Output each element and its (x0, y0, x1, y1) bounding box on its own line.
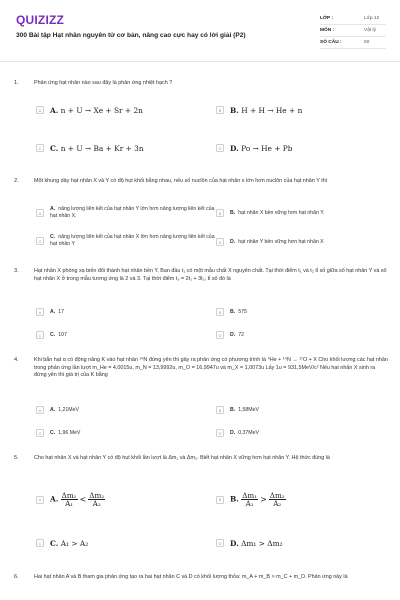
option-box: B (216, 106, 224, 114)
q4-option-a[interactable] (36, 406, 79, 414)
question-number: 1. (14, 80, 19, 86)
option-text: B. 1,58MeV (230, 406, 259, 413)
option-box: A (36, 406, 44, 414)
option-text: D. 72 (230, 331, 244, 338)
q2-option-b[interactable] (216, 209, 324, 217)
question-number: 4. (14, 357, 19, 363)
q3-option-b[interactable] (216, 308, 247, 316)
question-text: Một khung dây hạt nhân X và Y có độ hụt khối bằng nhau, nếu số nuclôn của hạt nhân x lớn hơn nuclôn của hạt nhân Y thì (34, 178, 328, 184)
option-formula: A. n + U → Xe + Sr + 2n (50, 105, 143, 115)
option-box: A (36, 106, 44, 114)
question-text: Khi bắn hạt α có động năng K vào hạt nhân ¹⁴N đứng yên thì gây ra phản ứng có phương trình là ⁴He + ¹⁴N → ¹⁷O + X Cho khối lượng các hạt nhân trong phản ứng lần lượt m_He = 4,0015u, m_N = 13,9992u, m_O = 16,9947u và m_X = 1,0073u Lấy 1u = 931,5MeV/c² Nếu hạt nhân X sinh ra đứng yên thì giá trị của K bằng (34, 357, 388, 379)
question-number: 3. (14, 268, 19, 274)
q2-option-c[interactable] (36, 234, 216, 248)
question-number: 5. (14, 455, 19, 461)
option-box: D (216, 144, 224, 152)
quizizz-logo[interactable] (16, 13, 64, 27)
question-text: Hai hạt nhân A và B tham gia phản ứng tạo ra hai hạt nhân C và D có khối lượng thỏa: m_A + m_B > m_C + m_D. Phản ứng này là (34, 574, 348, 580)
q4-option-d[interactable] (216, 429, 259, 437)
meta-row-question-count (320, 37, 386, 49)
meta-label: MÔN : (320, 28, 335, 33)
option-text: C. 1,96 MeV (50, 429, 81, 436)
option-formula: A. $\frac{\text{Δm₁}}{\text{A₁}}$ < $\frac{\text{Δm₂}}{\text{A₂}}$ (50, 491, 105, 508)
option-formula: D. Po → He + Pb (230, 143, 293, 153)
option-box: B (216, 406, 224, 414)
option-box: B (216, 209, 224, 217)
fraction-right: $\frac{\text{Δm₂}}{\text{A₂}}$ (269, 491, 285, 508)
option-box: C (36, 429, 44, 437)
option-box: C (36, 237, 44, 245)
option-box: B (216, 496, 224, 504)
question-number: 6. (14, 574, 19, 580)
q2-option-d[interactable] (216, 238, 324, 246)
option-text: A. năng lượng liên kết của hạt nhân Y lớn hơn năng lượng liên kết của hạt nhân X. (50, 206, 215, 219)
worksheet-header (0, 0, 400, 62)
option-text: C. 107 (50, 331, 67, 338)
option-formula: C. n + U → Ba + Kr + 3n (50, 143, 144, 153)
fraction-left: $\frac{\text{Δm₁}}{\text{A₁}}$ (242, 491, 258, 508)
meta-label: LỚP : (320, 16, 334, 21)
meta-value: 50 (364, 40, 370, 45)
page-title: 300 Bài tập Hạt nhân nguyên tử cơ bản, nâng cao cực hay có lời giải (P2) (16, 32, 246, 39)
q2-option-a[interactable] (36, 206, 216, 220)
option-text: D. 0,37MeV (230, 429, 259, 436)
meta-value: Lớp 12 (364, 16, 380, 21)
fraction-left: $\frac{\text{Δm₁}}{\text{A₁}}$ (61, 491, 77, 508)
q5-option-d[interactable] (216, 539, 283, 547)
option-formula: D. Δm₁ > Δm₂ (230, 538, 283, 548)
q3-option-a[interactable] (36, 308, 64, 316)
q3-option-d[interactable] (216, 331, 244, 339)
option-formula: B. H + H → He + n (230, 105, 303, 115)
question-number: 2. (14, 178, 19, 184)
question-text: Hạt nhân X phóng xạ biến đổi thành hạt nhân bền Y. Ban đầu t₁ có một mẫu chất X nguyên chất. Tại thời điểm t₁ và t₂ tỉ số giữa số hạt nhân Y và số hạt nhân X ở trong mẫu tương ứng là 2 và 3. Tại thời điểm t₃ = 2t₁ + 3t₂, tỉ số đó là (34, 268, 387, 282)
option-text: D. hạt nhân Y bền vững hơn hạt nhân X (230, 238, 324, 245)
option-box: D (216, 238, 224, 246)
q5-option-c[interactable] (36, 539, 88, 547)
option-box: D (216, 429, 224, 437)
option-text: C. năng lượng liên kết của hạt nhân X lớn hơn năng lượng liên kết của hạt nhân Y (50, 234, 215, 247)
option-box: C (36, 331, 44, 339)
option-text: B. 575 (230, 308, 247, 315)
q1-option-d[interactable] (216, 144, 293, 152)
meta-row-subject (320, 25, 386, 37)
option-box: C (36, 144, 44, 152)
q1-option-a[interactable] (36, 106, 143, 114)
meta-label: SỐ CÂU : (320, 40, 342, 45)
option-formula: B. $\frac{\text{Δm₁}}{\text{A₁}}$ > $\frac{\text{Δm₂}}{\text{A₂}}$ (230, 491, 285, 508)
meta-table (320, 13, 386, 49)
question-text: Cho hạt nhân X và hạt nhân Y có độ hụt khối lần lượt là Δm₁ và Δm₂. Biết hạt nhân X vững hơn hạt nhân Y. Hệ thức đúng là (34, 455, 330, 461)
q5-option-b[interactable] (216, 492, 286, 507)
option-box: C (36, 539, 44, 547)
q1-option-b[interactable] (216, 106, 302, 114)
option-box: D (216, 539, 224, 547)
q1-option-c[interactable] (36, 144, 144, 152)
meta-value: Vật lý (364, 28, 376, 33)
meta-row-class (320, 13, 386, 25)
option-box: A (36, 308, 44, 316)
q3-option-c[interactable] (36, 331, 67, 339)
option-formula: C. A₁ > A₂ (50, 538, 89, 548)
q4-option-b[interactable] (216, 406, 259, 414)
option-box: A (36, 209, 44, 217)
option-box: A (36, 496, 44, 504)
option-text: B. hạt nhân X bền vững hơn hạt nhân Y. (230, 209, 325, 216)
option-box: B (216, 308, 224, 316)
option-text: A. 1,21MeV (50, 406, 79, 413)
option-box: D (216, 331, 224, 339)
q5-option-a[interactable] (36, 492, 105, 507)
q4-option-c[interactable] (36, 429, 80, 437)
logo-text: QUIZIZZ (16, 13, 65, 27)
fraction-right: $\frac{\text{Δm₂}}{\text{A₂}}$ (89, 491, 105, 508)
question-text: Phản ứng hạt nhân nào sau đây là phản ứng nhiệt hạch ? (34, 80, 173, 86)
option-text: A. 17 (50, 308, 64, 315)
